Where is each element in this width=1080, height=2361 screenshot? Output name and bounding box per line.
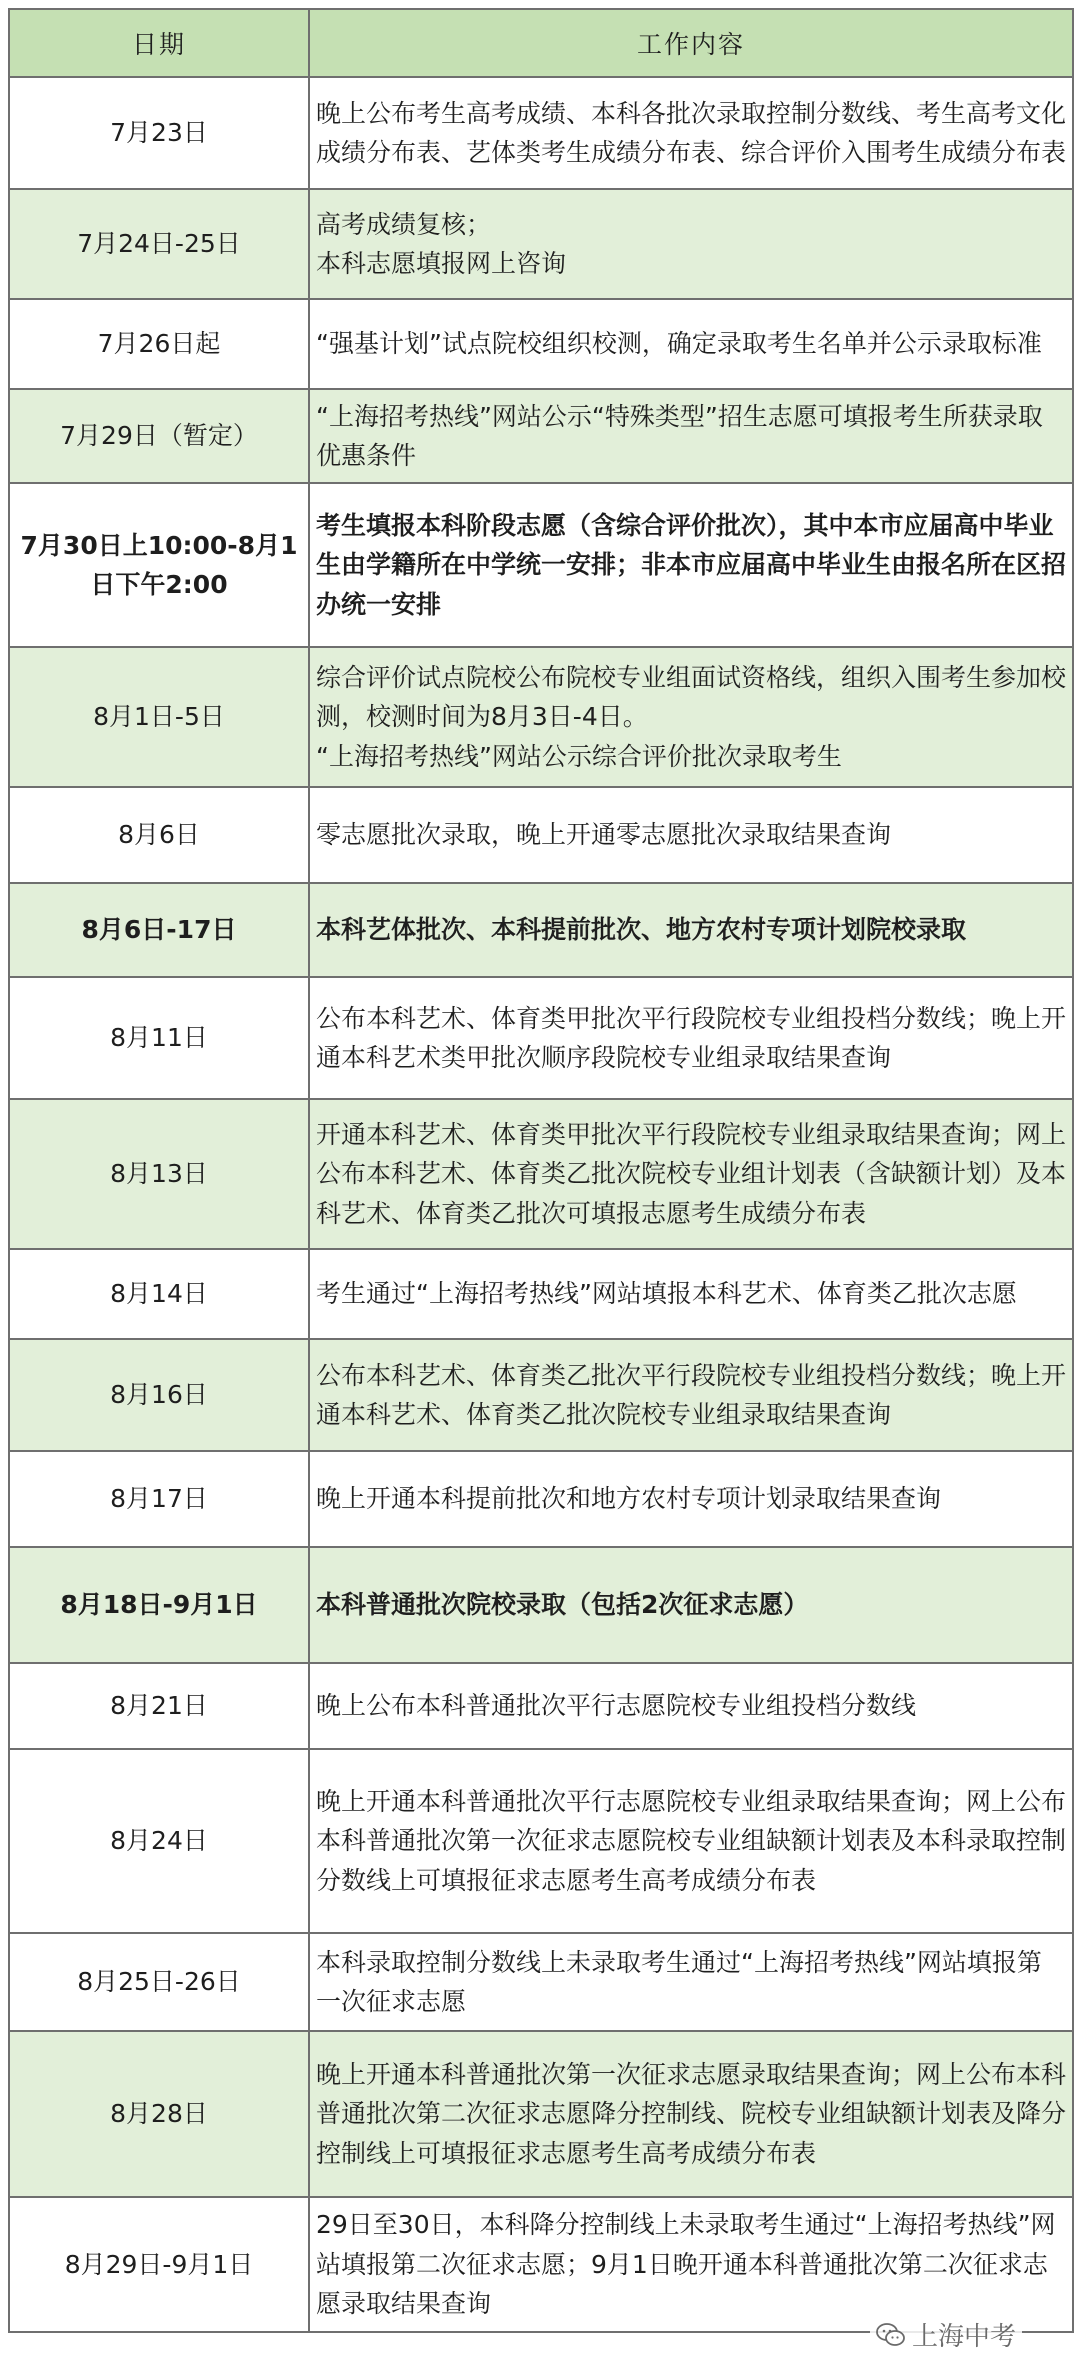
date-cell: 8月24日 <box>9 1749 309 1933</box>
table-row <box>9 1451 1073 1547</box>
date-cell: 7月26日起 <box>9 299 309 389</box>
date-cell: 8月21日 <box>9 1663 309 1749</box>
content-line: 零志愿批次录取，晚上开通零志愿批次录取结果查询 <box>316 820 892 850</box>
date-cell: 8月6日 <box>9 787 309 883</box>
content-line: 晚上开通本科普通批次第一次征求志愿录取结果查询；网上公布本科普通批次第二次征求志愿降分控制线、院校专业组缺额计划表及降分控制线上可填报征求志愿考生高考成绩分布表 <box>316 2059 1067 2168</box>
date-cell: 8月25日-26日 <box>9 1933 309 2031</box>
date-cell: 7月24日-25日 <box>9 189 309 299</box>
table-row <box>9 1249 1073 1339</box>
date-cell: 8月13日 <box>9 1099 309 1249</box>
table-row <box>9 1099 1073 1249</box>
table-row <box>9 647 1073 787</box>
content-cell <box>309 299 1073 389</box>
schedule-table <box>8 8 1074 2333</box>
content-line: 本科普通批次院校录取（包括2次征求志愿） <box>316 1590 809 1620</box>
content-line: “上海招考热线”网站公示综合评价批次录取考生 <box>316 741 842 771</box>
table-row <box>9 1663 1073 1749</box>
table-row <box>9 189 1073 299</box>
table-row <box>9 2197 1073 2332</box>
content-cell <box>309 1339 1073 1451</box>
content-cell <box>309 1451 1073 1547</box>
content-cell <box>309 1933 1073 2031</box>
date-cell: 8月17日 <box>9 1451 309 1547</box>
table-row <box>9 787 1073 883</box>
table-row <box>9 389 1073 483</box>
date-cell: 8月28日 <box>9 2031 309 2197</box>
content-cell <box>309 647 1073 787</box>
table-row <box>9 1933 1073 2031</box>
date-cell: 8月1日-5日 <box>9 647 309 787</box>
content-line: 29日至30日，本科降分控制线上未录取考生通过“上海招考热线”网站填报第二次征求志愿；9月1日晚开通本科普通批次第二次征求志愿录取结果查询 <box>316 2210 1056 2319</box>
content-line: 考生填报本科阶段志愿（含综合评价批次），其中本市应届高中毕业生由学籍所在中学统一安排；非本市应届高中毕业生由报名所在区招办统一安排 <box>316 510 1067 619</box>
content-cell <box>309 1547 1073 1663</box>
content-cell <box>309 483 1073 647</box>
watermark-text: 上海中考 <box>911 2322 1016 2352</box>
content-line: 开通本科艺术、体育类甲批次平行段院校专业组录取结果查询；网上公布本科艺术、体育类乙批次院校专业组计划表（含缺额计划）及本科艺术、体育类乙批次可填报志愿考生成绩分布表 <box>316 1119 1067 1228</box>
content-cell <box>309 77 1073 189</box>
content-cell <box>309 389 1073 483</box>
date-cell: 7月30日上10:00-8月1日下午2:00 <box>9 483 309 647</box>
content-line: “上海招考热线”网站公示“特殊类型”招生志愿可填报考生所获录取优惠条件 <box>316 401 1043 470</box>
table-row <box>9 483 1073 647</box>
content-line: 晚上开通本科提前批次和地方农村专项计划录取结果查询 <box>316 1484 942 1514</box>
table-row <box>9 883 1073 977</box>
content-column-header: 工作内容 <box>309 9 1073 77</box>
content-cell <box>309 2031 1073 2197</box>
table-row <box>9 2031 1073 2197</box>
watermark <box>870 2316 1022 2353</box>
content-line: 晚上公布考生高考成绩、本科各批次录取控制分数线、考生高考文化成绩分布表、艺体类考生成绩分布表、综合评价入围考生成绩分布表 <box>316 98 1067 167</box>
content-cell <box>309 977 1073 1099</box>
content-line: 高考成绩复核； <box>316 209 492 239</box>
date-cell: 8月18日-9月1日 <box>9 1547 309 1663</box>
content-line: 公布本科艺术、体育类甲批次平行段院校专业组投档分数线；晚上开通本科艺术类甲批次顺序段院校专业组录取结果查询 <box>316 1003 1067 1072</box>
content-line: 本科录取控制分数线上未录取考生通过“上海招考热线”网站填报第一次征求志愿 <box>316 1947 1042 2016</box>
header-row <box>9 9 1073 77</box>
table-row <box>9 977 1073 1099</box>
date-cell: 7月29日（暂定） <box>9 389 309 483</box>
content-cell <box>309 1099 1073 1249</box>
table-row <box>9 299 1073 389</box>
content-line: “强基计划”试点院校组织校测，确定录取考生名单并公示录取标准 <box>316 329 1042 359</box>
content-cell <box>309 1249 1073 1339</box>
date-cell: 8月29日-9月1日 <box>9 2197 309 2332</box>
table-row <box>9 1339 1073 1451</box>
content-cell <box>309 189 1073 299</box>
table-row <box>9 77 1073 189</box>
content-line: 本科志愿填报网上咨询 <box>316 249 567 278</box>
date-cell: 8月16日 <box>9 1339 309 1451</box>
content-line: 公布本科艺术、体育类乙批次平行段院校专业组投档分数线；晚上开通本科艺术、体育类乙批次院校专业组录取结果查询 <box>316 1360 1067 1429</box>
content-cell <box>309 787 1073 883</box>
date-cell: 8月11日 <box>9 977 309 1099</box>
date-cell: 8月14日 <box>9 1249 309 1339</box>
schedule-rows <box>9 77 1073 2332</box>
content-line: 本科艺体批次、本科提前批次、地方农村专项计划院校录取 <box>316 915 967 945</box>
table-row <box>9 1547 1073 1663</box>
date-cell: 8月6日-17日 <box>9 883 309 977</box>
content-cell <box>309 883 1073 977</box>
table-row <box>9 1749 1073 1933</box>
content-cell <box>309 1663 1073 1749</box>
date-column-header: 日期 <box>9 9 309 77</box>
date-cell: 7月23日 <box>9 77 309 189</box>
content-cell <box>309 2197 1073 2332</box>
content-line: 晚上开通本科普通批次平行志愿院校专业组录取结果查询；网上公布本科普通批次第一次征求志愿院校专业组缺额计划表及本科录取控制分数线上可填报征求志愿考生高考成绩分布表 <box>316 1786 1067 1895</box>
content-line: 综合评价试点院校公布院校专业组面试资格线，组织入围考生参加校测，校测时间为8月3日-4日。 <box>316 662 1067 732</box>
content-line: 晚上公布本科普通批次平行志愿院校专业组投档分数线 <box>316 1691 917 1721</box>
content-cell <box>309 1749 1073 1933</box>
wechat-icon <box>876 2322 906 2348</box>
content-line: 考生通过“上海招考热线”网站填报本科艺术、体育类乙批次志愿 <box>316 1279 1017 1309</box>
